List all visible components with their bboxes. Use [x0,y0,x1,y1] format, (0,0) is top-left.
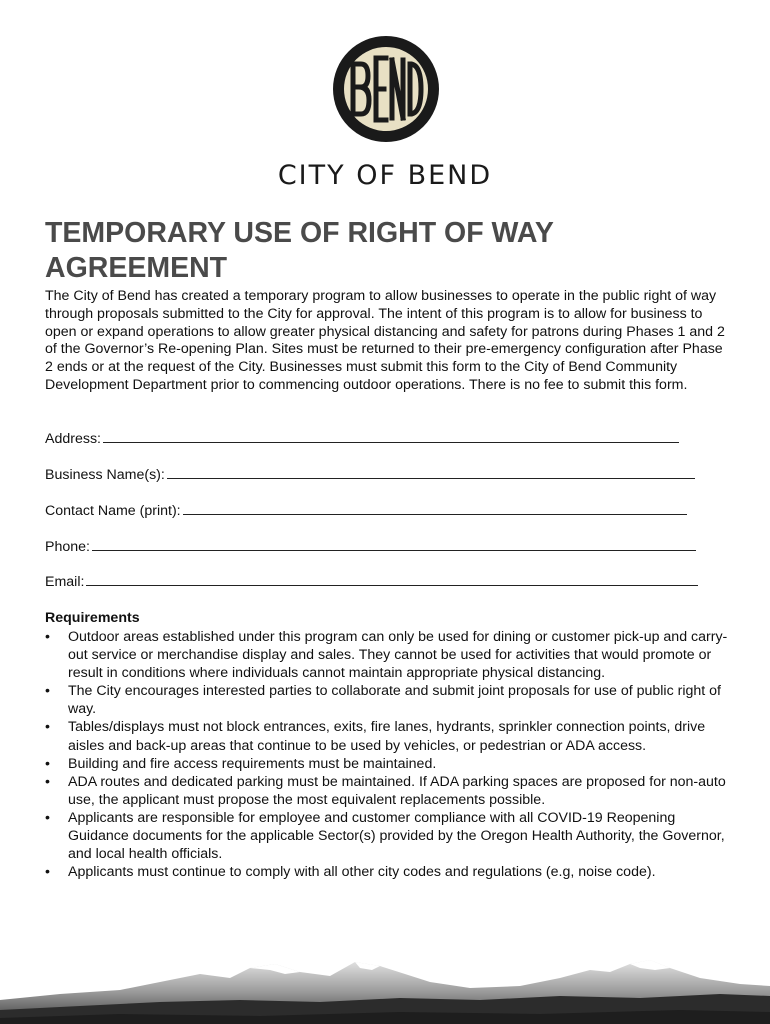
city-of-bend-logo [331,34,441,144]
contact-name-label: Contact Name (print): [45,503,181,519]
bullet-icon: • [45,719,50,736]
list-item [45,628,735,682]
business-name-line[interactable] [167,466,695,479]
requirement-text: Outdoor areas established under this program can only be used for dining or customer pick-up and carry-out service or merchandise display and sales. They cannot be used for activities that would promote or result in conditions where individuals cannot maintain appropriate physical distancing. [68,629,728,682]
bullet-icon: • [45,773,50,790]
bullet-icon: • [45,755,50,772]
requirement-text: The City encourages interested parties to collaborate and submit joint proposals for use of public right of way. [68,683,721,718]
list-item [45,682,735,718]
list-item [45,809,735,863]
business-name-field[interactable] [45,466,695,484]
business-name-label: Business Name(s): [45,467,165,483]
title-line-1: TEMPORARY USE OF RIGHT OF WAY [45,217,554,249]
list-item [45,773,735,809]
phone-field[interactable] [45,538,696,556]
email-field[interactable] [45,573,698,591]
title-line-2: AGREEMENT [45,252,228,284]
bullet-icon: • [45,629,50,645]
list-item [45,718,735,754]
bullet-icon: • [45,864,50,881]
bullet-icon: • [45,683,50,700]
address-line[interactable] [103,430,679,443]
phone-label: Phone: [45,539,90,555]
document-title [45,216,685,286]
address-field[interactable] [45,430,679,448]
requirement-text: Applicants are responsible for employee and customer compliance with all COVID-19 Reopening Guidance documents for the applicable Sector(s) provided by the Oregon Health Authority, the Governor, and local health officials. [68,809,725,863]
requirement-text: ADA routes and dedicated parking must be maintained. If ADA parking spaces are proposed for non-auto use, the applicant must propose the most equivalent replacements possible. [68,773,726,808]
contact-name-line[interactable] [183,502,687,515]
requirement-text: Applicants must continue to comply with all other city codes and regulations (e.g, noise code). [68,864,656,881]
requirement-text: Tables/displays must not block entrances, exits, fire lanes, hydrants, sprinkler connection points, drive aisles and back-up areas that continue to be used by vehicles, or pedestrian or ADA access. [68,719,706,754]
requirements-list [45,628,735,881]
list-item [45,755,735,773]
contact-name-field[interactable] [45,502,687,520]
address-label: Address: [45,431,101,447]
requirements-heading: Requirements [45,610,140,626]
email-label: Email: [45,574,85,590]
email-line[interactable] [86,573,698,586]
phone-line[interactable] [92,538,696,551]
requirement-text: Building and fire access requirements must be maintained. [68,755,437,772]
bullet-icon: • [45,809,50,826]
city-name: CITY OF BEND [277,160,493,191]
list-item [45,863,735,881]
intro-paragraph: The City of Bend has created a temporary program to allow businesses to operate in the public right of way through proposals submitted to the City for approval. The intent of this program is to allow for business to open or expand operations to allow greater physical distancing and safety for patrons during Phases 1 and 2 of the Governor’s Re-opening Plan. Sites must be returned to their pre-emergency configuration after Phase 2 ends or at the request of the City. Businesses must submit this form to the City of Bend Community Development Department prior to commencing outdoor operations. There is no fee to submit this form. [45,288,725,393]
mountain-range-footer [0,952,770,1024]
